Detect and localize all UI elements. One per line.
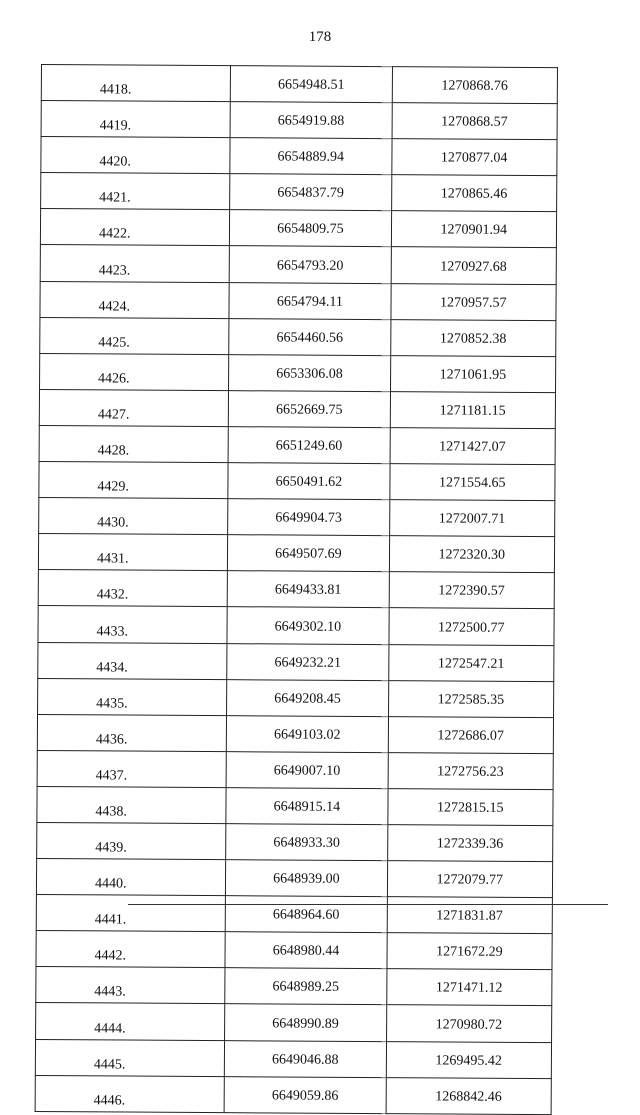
y-coordinate-cell: 1270901.94	[391, 211, 557, 248]
x-coordinate-cell: 6648915.14	[226, 788, 388, 825]
coordinates-table-body	[35, 65, 557, 1115]
y-coordinate-cell: 1271554.65	[389, 464, 555, 501]
point-number-cell: 4418.	[41, 65, 230, 102]
x-coordinate-cell: 6648990.89	[225, 1004, 387, 1041]
table-row	[37, 786, 553, 825]
point-number-cell: 4420.	[41, 137, 230, 174]
point-number-cell: 4434.	[38, 642, 227, 679]
point-number-cell: 4441.	[36, 895, 225, 932]
table-row	[40, 353, 556, 392]
x-coordinate-cell: 6649059.86	[224, 1076, 386, 1113]
table-row	[40, 209, 556, 248]
point-number-cell: 4432.	[38, 570, 227, 607]
point-number-cell: 4429.	[39, 462, 228, 499]
point-number-cell: 4425.	[40, 317, 229, 354]
point-number-cell: 4437.	[37, 750, 226, 787]
point-number-cell: 4430.	[39, 498, 228, 535]
table-row	[40, 317, 556, 356]
table-row	[39, 425, 555, 464]
table-row	[37, 714, 553, 753]
table-row	[38, 678, 554, 717]
y-coordinate-cell: 1270865.46	[391, 175, 557, 212]
x-coordinate-cell: 6649507.69	[228, 535, 390, 572]
y-coordinate-cell: 1271831.87	[387, 897, 553, 934]
table-row	[38, 570, 554, 609]
x-coordinate-cell: 6654837.79	[230, 174, 392, 211]
y-coordinate-cell: 1272756.23	[388, 752, 554, 789]
x-coordinate-cell: 6654919.88	[230, 102, 392, 139]
point-number-cell: 4445.	[35, 1039, 224, 1076]
table-row	[36, 931, 552, 970]
x-coordinate-cell: 6654889.94	[230, 138, 392, 175]
x-coordinate-cell: 6648964.60	[225, 896, 387, 933]
y-coordinate-cell: 1272500.77	[389, 608, 555, 645]
y-coordinate-cell: 1272079.77	[387, 861, 553, 898]
y-coordinate-cell: 1271471.12	[386, 969, 552, 1006]
y-coordinate-cell: 1270868.57	[392, 103, 558, 140]
x-coordinate-cell: 6653306.08	[229, 354, 391, 391]
y-coordinate-cell: 1272007.71	[389, 500, 555, 537]
y-coordinate-cell: 1271427.07	[390, 428, 556, 465]
point-number-cell: 4442.	[36, 931, 225, 968]
page-number: 178	[308, 29, 332, 45]
y-coordinate-cell: 1270927.68	[391, 247, 557, 284]
point-number-cell: 4419.	[41, 101, 230, 138]
point-number-cell: 4444.	[36, 1003, 225, 1040]
table-row	[41, 173, 557, 212]
table-row	[40, 245, 556, 284]
point-number-cell: 4439.	[37, 822, 226, 859]
y-coordinate-cell: 1272585.35	[388, 680, 554, 717]
table-row	[39, 389, 555, 428]
y-coordinate-cell: 1270980.72	[386, 1005, 552, 1042]
x-coordinate-cell: 6649007.10	[226, 751, 388, 788]
x-coordinate-cell: 6649103.02	[227, 715, 389, 752]
point-number-cell: 4428.	[39, 425, 228, 462]
table-row	[36, 895, 552, 934]
table-row	[39, 498, 555, 537]
x-coordinate-cell: 6649904.73	[228, 499, 390, 536]
table-row	[36, 1003, 552, 1042]
y-coordinate-cell: 1272547.21	[388, 644, 554, 681]
table-row	[36, 859, 552, 898]
point-number-cell: 4435.	[38, 678, 227, 715]
point-number-cell: 4443.	[36, 967, 225, 1004]
table-row	[41, 101, 557, 140]
x-coordinate-cell: 6648989.25	[225, 968, 387, 1005]
x-coordinate-cell: 6654948.51	[231, 66, 393, 103]
table-row	[41, 137, 557, 176]
table-row	[39, 462, 555, 501]
y-coordinate-cell: 1272339.36	[387, 825, 553, 862]
x-coordinate-cell: 6651249.60	[228, 427, 390, 464]
y-coordinate-cell: 1269495.42	[386, 1041, 552, 1078]
point-number-cell: 4422.	[40, 209, 229, 246]
x-coordinate-cell: 6654809.75	[230, 210, 392, 247]
y-coordinate-cell: 1270852.38	[390, 319, 556, 356]
table-row	[41, 65, 557, 104]
table-row	[35, 1039, 551, 1078]
point-number-cell: 4436.	[37, 714, 226, 751]
x-coordinate-cell: 6649208.45	[227, 679, 389, 716]
y-coordinate-cell: 1272686.07	[388, 716, 554, 753]
x-coordinate-cell: 6650491.62	[228, 463, 390, 500]
x-coordinate-cell: 6649433.81	[227, 571, 389, 608]
table-row	[35, 1075, 551, 1114]
table-row	[38, 642, 554, 681]
y-coordinate-cell: 1271672.29	[387, 933, 553, 970]
x-coordinate-cell: 6652669.75	[229, 390, 391, 427]
x-coordinate-cell: 6648933.30	[226, 824, 388, 861]
point-number-cell: 4423.	[40, 245, 229, 282]
table-row	[37, 822, 553, 861]
point-number-cell: 4431.	[38, 534, 227, 571]
y-coordinate-cell: 1270868.76	[392, 67, 558, 104]
x-coordinate-cell: 6654460.56	[229, 318, 391, 355]
y-coordinate-cell: 1271061.95	[390, 355, 556, 392]
point-number-cell: 4421.	[41, 173, 230, 210]
x-coordinate-cell: 6649302.10	[227, 607, 389, 644]
y-coordinate-cell: 1268842.46	[386, 1077, 552, 1114]
table-row	[37, 750, 553, 789]
y-coordinate-cell: 1270957.57	[390, 283, 556, 320]
x-coordinate-cell: 6648939.00	[226, 860, 388, 897]
x-coordinate-cell: 6654794.11	[229, 282, 391, 319]
table-row	[38, 534, 554, 573]
point-number-cell: 4433.	[38, 606, 227, 643]
x-coordinate-cell: 6654793.20	[229, 246, 391, 283]
y-coordinate-cell: 1272815.15	[387, 789, 553, 826]
y-coordinate-cell: 1271181.15	[390, 391, 556, 428]
point-number-cell: 4424.	[40, 281, 229, 318]
point-number-cell: 4446.	[35, 1075, 224, 1112]
point-number-cell: 4426.	[40, 353, 229, 390]
y-coordinate-cell: 1272320.30	[389, 536, 555, 573]
x-coordinate-cell: 6649232.21	[227, 643, 389, 680]
table-row	[40, 281, 556, 320]
x-coordinate-cell: 6648980.44	[225, 932, 387, 969]
point-number-cell: 4427.	[39, 389, 228, 426]
y-coordinate-cell: 1270877.04	[391, 139, 557, 176]
table-row	[38, 606, 554, 645]
y-coordinate-cell: 1272390.57	[389, 572, 555, 609]
coordinates-table	[35, 64, 558, 1115]
point-number-cell: 4438.	[37, 786, 226, 823]
point-number-cell: 4440.	[36, 859, 225, 896]
x-coordinate-cell: 6649046.88	[225, 1040, 387, 1077]
table-row	[36, 967, 552, 1006]
